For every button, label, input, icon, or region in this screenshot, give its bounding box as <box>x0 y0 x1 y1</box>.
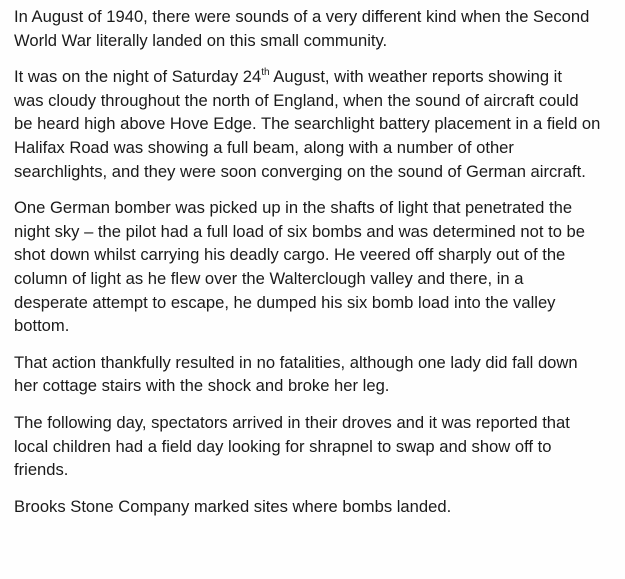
paragraph-3 <box>14 196 621 338</box>
paragraph-line: In August of 1940, there were sounds of a very different kind when the Second <box>14 7 590 26</box>
date-text: It was on the night of Saturday 24 <box>14 67 262 87</box>
paragraph-line-rest: August, with weather reports showing it <box>269 67 562 87</box>
ordinal-suffix: th <box>261 66 270 78</box>
paragraph-line: local children had a field day looking for shrapnel to swap and show off to <box>14 436 552 456</box>
paragraph-line: her cottage stairs with the shock and broke her leg. <box>14 376 390 396</box>
paragraph-line: World War literally landed on this small community. <box>14 30 388 50</box>
paragraph-line: desperate attempt to escape, he dumped his six bomb load into the valley <box>14 292 556 312</box>
paragraph-line: Halifax Road was showing a full beam, along with a number of other <box>14 137 514 157</box>
paragraph-line: searchlights, and they were soon converging on the sound of German aircraft. <box>14 161 586 181</box>
paragraph-line: That action thankfully resulted in no fatalities, although one lady did fall down <box>14 352 578 372</box>
paragraph-4 <box>14 351 621 398</box>
paragraph-5 <box>14 411 621 482</box>
paragraph-line: column of light as he flew over the Walterclough valley and there, in a <box>14 268 524 288</box>
paragraph-line: friends. <box>14 460 69 480</box>
paragraph-line <box>14 65 621 89</box>
paragraph-line: night sky – the pilot had a full load of six bombs and was determined not to be <box>14 221 585 241</box>
paragraph-line: shot down whilst carrying his deadly cargo. He veered off sharply out of the <box>14 245 566 265</box>
paragraph-line: The following day, spectators arrived in their droves and it was reported that <box>14 412 570 432</box>
paragraph-line: Brooks Stone Company marked sites where bombs landed. <box>14 496 452 516</box>
paragraph-line: was cloudy throughout the north of England, when the sound of aircraft could <box>14 90 579 110</box>
paragraph-line: One German bomber was picked up in the shafts of light that penetrated the <box>14 198 573 218</box>
paragraph-6 <box>14 495 621 519</box>
paragraph-2 <box>14 65 621 183</box>
paragraph-line: be heard high above Hove Edge. The searchlight battery placement in a field on <box>14 114 601 134</box>
paragraph-1 <box>14 5 621 52</box>
paragraph-line: bottom. <box>14 316 70 336</box>
